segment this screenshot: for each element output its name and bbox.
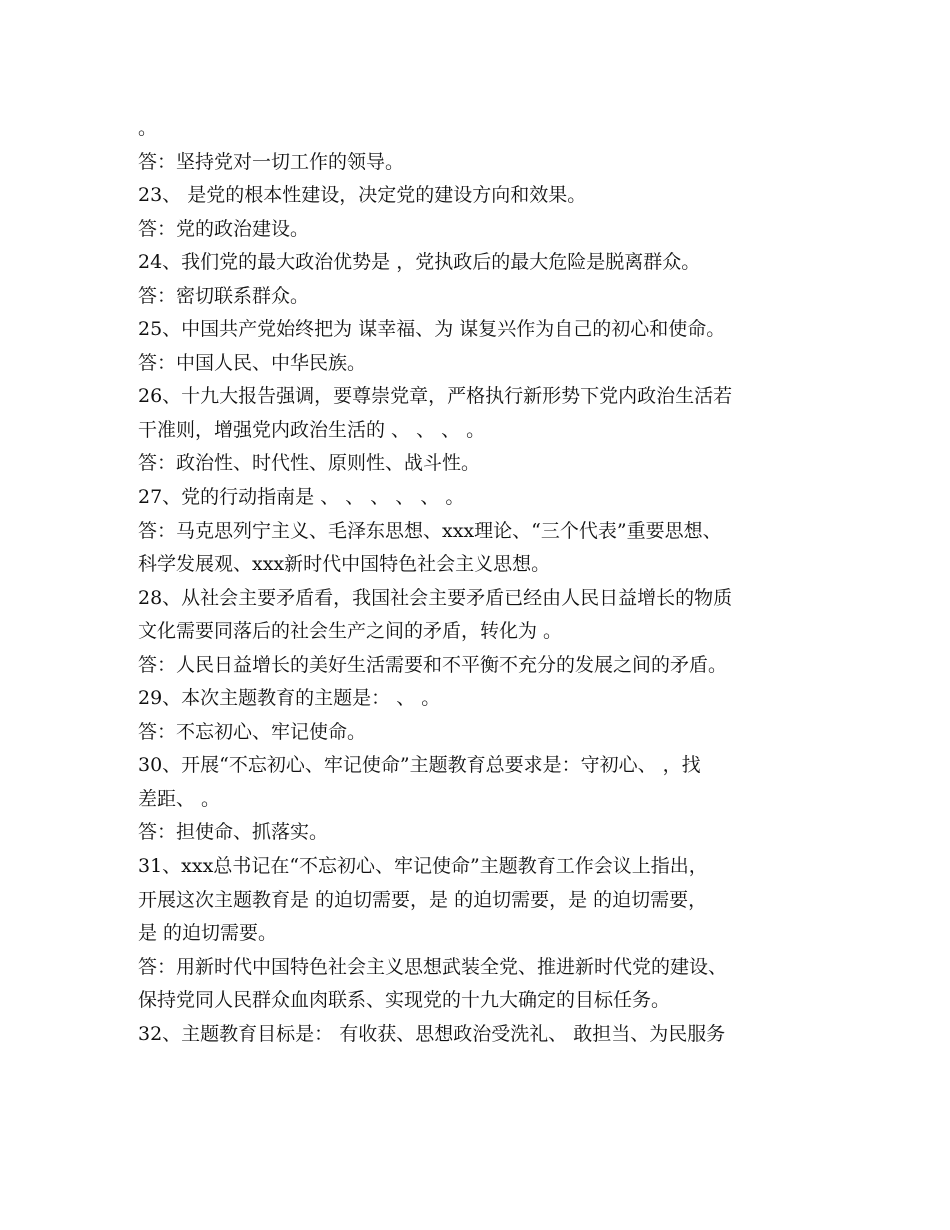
question-28-cont: 文化需要同落后的社会生产之间的矛盾，转化为 。	[138, 620, 563, 643]
text-line: 。	[138, 117, 158, 139]
answer-23: 答：党的政治建设。	[138, 217, 310, 240]
answer-31: 答：用新时代中国特色社会主义思想武装全党、推进新时代党的建设、	[138, 955, 728, 978]
question-23: 23、 是党的根本性建设，决定党的建设方向和效果。	[138, 184, 587, 207]
question-24: 24、我们党的最大政治优势是 ，党执政后的最大危险是脱离群众。	[138, 251, 701, 274]
question-26: 26、十九大报告强调，要尊崇党章，严格执行新形势下党内政治生活若	[138, 385, 733, 408]
question-31-cont: 开展这次主题教育是 的迫切需要，是 的迫切需要，是 的迫切需要，	[138, 888, 708, 911]
answer-line: 答：坚持党对一切工作的领导。	[138, 150, 405, 173]
question-26-cont: 干准则，增强党内政治生活的 、 、 、 。	[138, 418, 486, 441]
answer-27: 答：马克思列宁主义、毛泽东思想、xxx理论、“三个代表”重要思想、	[138, 519, 722, 542]
question-28: 28、从社会主要矛盾看，我国社会主要矛盾已经由人民日益增长的物质	[138, 586, 733, 609]
question-25: 25、中国共产党始终把为 谋幸福、为 谋复兴作为自己的初心和使命。	[138, 318, 726, 341]
answer-25: 答：中国人民、中华民族。	[138, 351, 367, 374]
document-body	[138, 112, 838, 1051]
answer-31-cont: 保持党同人民群众血肉联系、实现党的十九大确定的目标任务。	[138, 989, 671, 1012]
question-32: 32、主题教育目标是： 有收获、思想政治受洗礼、 敢担当、为民服务	[138, 1022, 726, 1045]
answer-26: 答：政治性、时代性、原则性、战斗性。	[138, 452, 481, 475]
answer-24: 答：密切联系群众。	[138, 284, 310, 307]
question-29: 29、本次主题教育的主题是： 、 。	[138, 687, 441, 710]
question-30: 30、开展“不忘初心、牢记使命”主题教育总要求是：守初心、 ，找	[138, 754, 701, 777]
question-30-cont: 差距、 。	[138, 787, 221, 810]
question-31: 31、xxx总书记在“不忘初心、牢记使命”主题教育工作会议上指出，	[138, 855, 708, 878]
answer-30: 答：担使命、抓落实。	[138, 821, 329, 844]
question-31-cont-2: 是 的迫切需要。	[138, 922, 278, 945]
question-27: 27、党的行动指南是 、 、 、 、 、 。	[138, 486, 465, 509]
answer-27-cont: 科学发展观、xxx新时代中国特色社会主义思想。	[138, 553, 551, 576]
answer-28: 答：人民日益增长的美好生活需要和不平衡不充分的发展之间的矛盾。	[138, 653, 728, 676]
answer-29: 答：不忘初心、牢记使命。	[138, 720, 367, 743]
